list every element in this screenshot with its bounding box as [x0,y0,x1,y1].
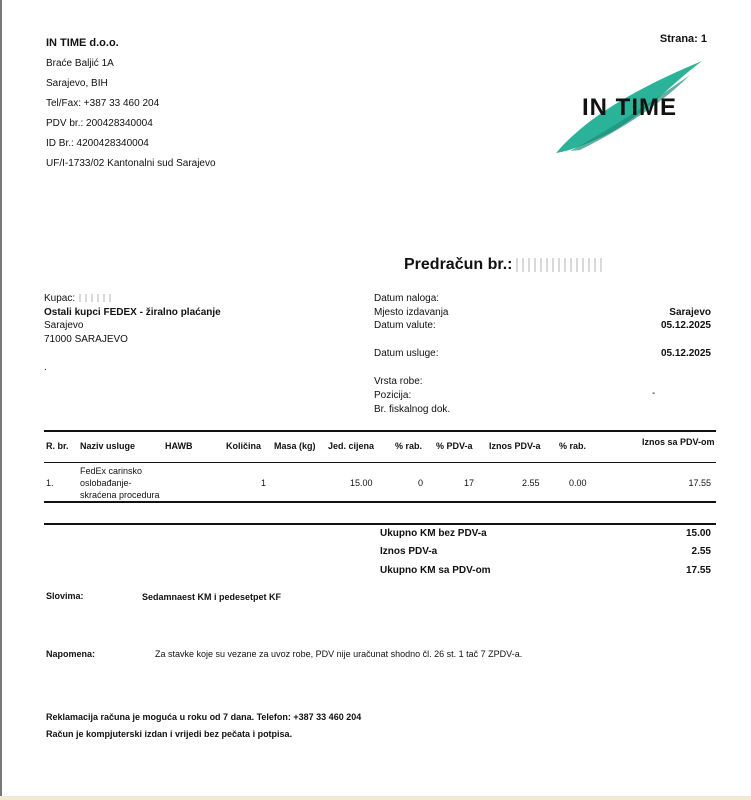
buyer-postal: 71000 SARAJEVO [44,334,128,345]
col-header-rab2: % rab. [559,441,587,451]
total-vat-value: 2.55 [691,546,711,557]
position-value: - [652,388,656,399]
row-rab2: 0.00 [569,478,587,488]
company-name: IN TIME d.o.o. [46,37,119,49]
col-header-rab: % rab. [395,441,423,451]
company-registry: UF/I-1733/02 Kantonalni sud Sarajevo [46,158,216,169]
col-header-kolicina: Količina [226,441,262,451]
company-address: Braće Baljić 1A [46,58,114,69]
col-header-naziv: Naziv usluge [80,441,136,451]
service-date-value: 05.12.2025 [660,348,711,359]
page-number: Strana: 1 [659,33,707,45]
buyer-name: Ostali kupci FEDEX - žiralno plaćanje [44,307,221,318]
issue-place-value: Sarajevo [669,307,711,318]
footer-validity: Račun je kompjuterski izdan i vrijedi bez pečata i potpisa. [46,729,293,739]
row-iznos-pdv: 2.55 [522,478,540,488]
row-pdv: 17 [464,478,475,488]
footer-complaint: Reklamacija računa je moguća u roku od 7 dana. Telefon: +387 33 460 204 [46,712,362,722]
col-header-rbr: R. br. [46,441,69,451]
row-ukupno: 17.55 [688,478,711,488]
total-vat-label: Iznos PDV-a [380,546,438,557]
row-cijena: 15.00 [350,478,373,488]
fiscal-doc-label: Br. fiskalnog dok. [374,404,451,415]
col-header-pdv: % PDV-a [436,441,473,451]
totals-top-rule [44,523,716,525]
row-naziv: FedEx carinsko oslobađanje- skraćena procedura [80,466,160,500]
buyer-label: Kupac: [44,293,111,304]
issue-place-label: Mjesto izdavanja [374,307,449,318]
company-vat: PDV br.: 200428340004 [46,118,153,129]
row-kolicina: 1 [261,478,267,488]
in-words-label: Slovima: [46,591,84,601]
invoice-title: Predračun br.: [404,256,602,274]
row-rab: 0 [418,478,424,488]
col-header-masa: Masa (kg) [274,441,316,451]
company-logo [550,55,710,160]
note-label: Napomena: [46,649,96,659]
company-phone: Tel/Fax: +387 33 460 204 [46,98,160,109]
buyer-extra: . [44,362,47,373]
company-id: ID Br.: 4200428340004 [46,138,149,149]
total-gross-value: 17.55 [685,565,711,576]
col-header-hawb: HAWB [165,441,193,451]
goods-type-label: Vrsta robe: [374,376,423,387]
page-bottom-edge [0,796,751,800]
logo-text: IN TIME [582,94,677,121]
col-header-ukupno: Iznos sa PDV-om [642,437,715,447]
row-rbr: 1. [46,478,54,488]
buyer-city: Sarajevo [44,320,84,331]
total-gross-label: Ukupno KM sa PDV-om [380,565,491,576]
company-city: Sarajevo, BIH [46,78,108,89]
total-net-value: 15.00 [685,528,711,539]
in-words-value: Sedamnaest KM i pedesetpet KF [142,592,282,602]
table-bottom-rule [44,501,716,503]
due-date-value: 05.12.2025 [660,320,711,331]
redacted-number [512,258,602,272]
due-date-label: Datum valute: [374,320,436,331]
col-header-iznos-pdv: Iznos PDV-a [489,441,541,451]
service-date-label: Datum usluge: [374,348,439,359]
note-value: Za stavke koje su vezane za uvoz robe, PDV nije uračunat shodno čl. 26 st. 1 tač 7 ZPDV-a. [155,649,523,659]
order-date-label: Datum naloga: [374,293,440,304]
position-label: Pozicija: [374,390,412,401]
total-net-label: Ukupno KM bez PDV-a [380,528,487,539]
col-header-cijena: Jed. cijena [328,441,375,451]
table-top-rule [44,430,716,432]
header-bottom-rule [44,462,716,463]
